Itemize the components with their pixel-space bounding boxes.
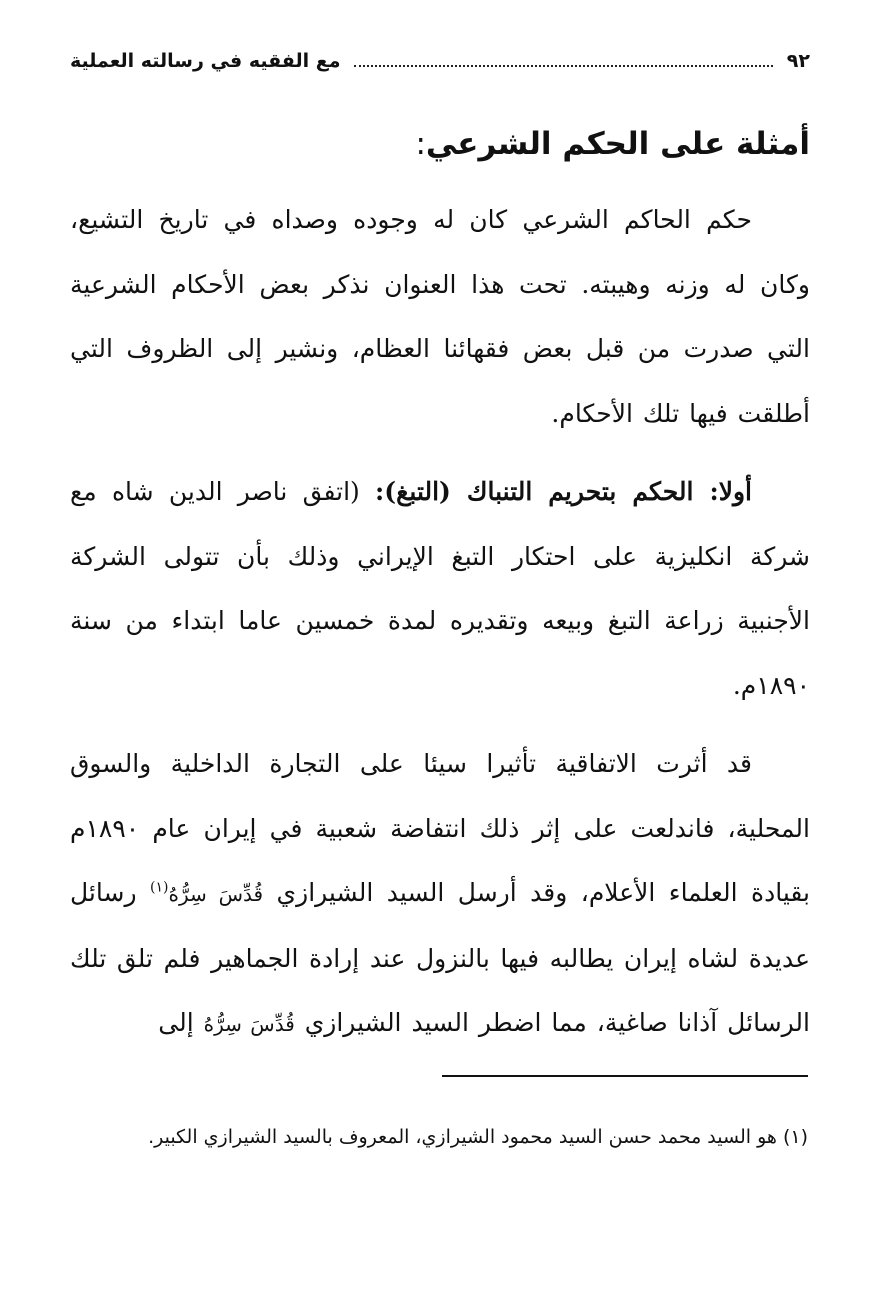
page [70,40,810,1057]
footnote: (١) هو السيد محمد حسن السيد محمود الشيرازي، المعروف بالسيد الشيرازي الكبير. [148,1126,808,1148]
section-title [70,122,810,166]
paragraph-tobacco-ruling [70,460,810,718]
section-title-colon: : [415,126,426,162]
agreement-text-part1: قد أثرت الاتفاقية تأثيرا سيئا على التجارة الداخلية والسوق المحلية، فاندلعت على إثر ذلك انتفاضة شعبية في إيران عام ١٨٩٠م بقيادة العلماء الأعلام، وقد أرسل السيد الشيرازي [70,749,810,907]
honorific-1: قُدِّسَ سِرُّهُ [168,882,264,906]
agreement-text-part2: رسائل عديدة لشاه إيران يطالبه فيها بالنزول عند إرادة الجماهير فلم تلق تلك الرسائل آذانا صاغية، مما اضطر السيد الشيرازي [70,878,810,1037]
footnote-reference[interactable]: (١) [150,879,169,896]
tobacco-ruling-heading: أولا: الحكم بتحريم التنباك (التبغ): [375,477,752,506]
tobacco-ruling-text: (اتفق ناصر الدين شاه مع شركة انكليزية على احتكار التبغ الإيراني وذلك بأن تتولى الشركة الأجنبية زراعة التبغ وبيعه وتقديره لمدة خمسين عاما ابتداء من سنة ١٨٩٠م. [70,477,810,700]
section-title-text: أمثلة على الحكم الشرعي [425,126,810,162]
paragraph-agreement-effects [70,732,810,1057]
page-number: ٩٢ [786,50,810,72]
paragraph-intro: حكم الحاكم الشرعي كان له وجوده وصداه في تاريخ التشيع، وكان له وزنه وهيبته. تحت هذا العنوان نذكر بعض الأحكام الشرعية التي صدرت من قبل بعض فقهائنا العظام، ونشير إلى الظروف التي أطلقت فيها تلك الأحكام. [70,205,810,428]
honorific-2: قُدِّسَ سِرُّهُ [203,1012,295,1036]
book-title: مع الفقيه في رسالته العملية [70,50,341,72]
agreement-text-part3: إلى [158,1008,204,1037]
header-dot-leader [354,51,772,67]
running-header [70,40,810,82]
footnote-separator [442,1075,808,1077]
